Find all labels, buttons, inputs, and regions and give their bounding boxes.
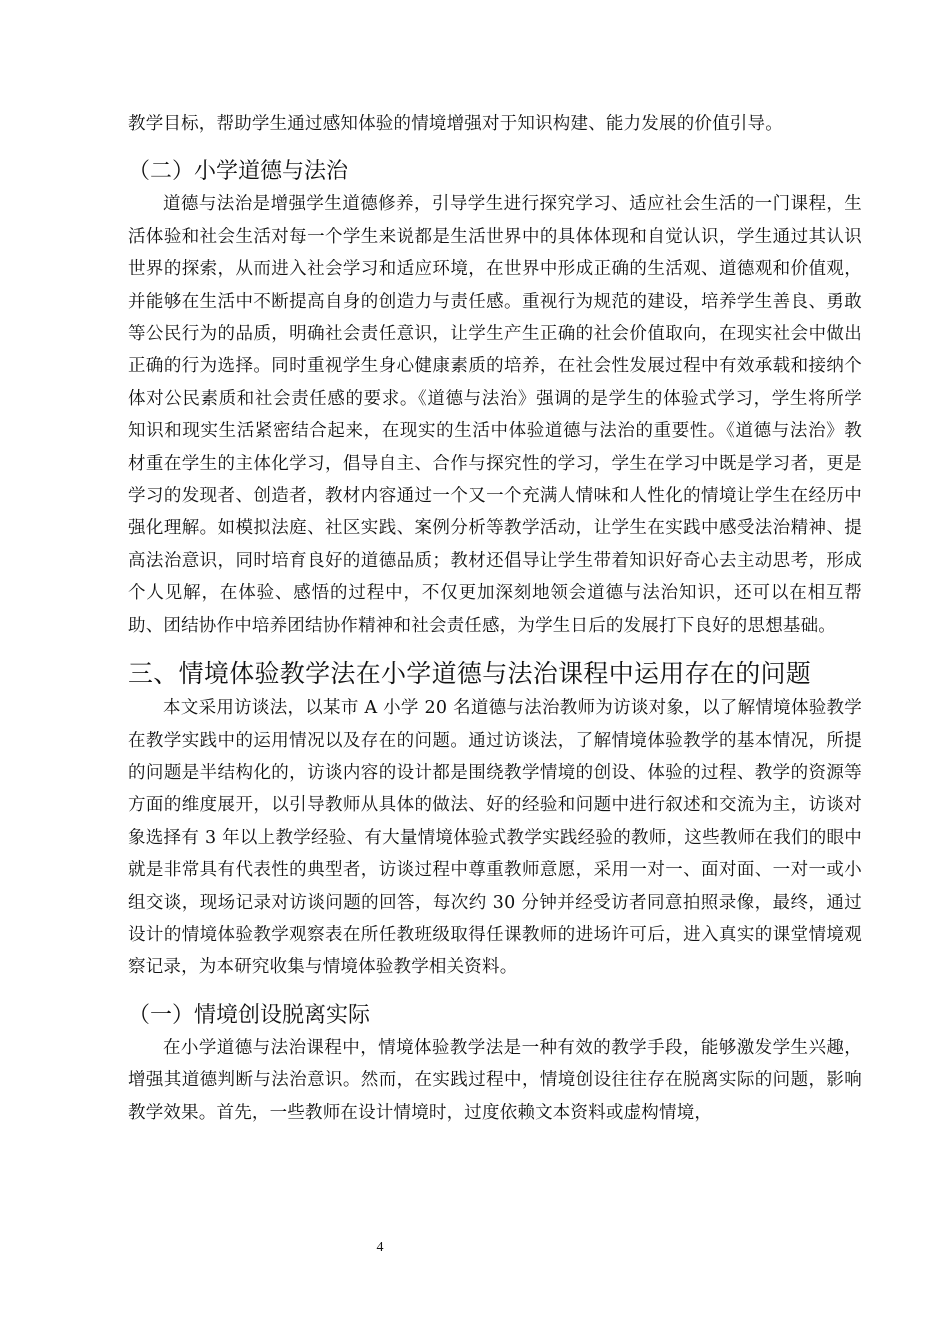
document-body xyxy=(128,108,862,1129)
paragraph-intro-tail: 教学目标，帮助学生通过感知体验的情境增强对于知识构建、能力发展的价值引导。 xyxy=(128,114,783,134)
page-number: 4 xyxy=(376,1240,384,1255)
paragraph-interview-method: 本文采用访谈法，以某市 A 小学 20 名道德与法治教师为访谈对象，以了解情境体验教学在教学实践中的运用情况以及存在的问题。通过访谈法，了解情境体验教学的基本情况，所提的问题是半结构化的，访谈内容的设计都是围绕教学情境的创设、体验的过程、教学的资源等方面的维度展开，以引导教师从具体的做法、好的经验和问题中进行叙述和交流为主，访谈对象选择有 3 年以上教学经验、有大量情境体验式教学实践经验的教师，这些教师在我们的眼中就是非常具有代表性的典型者，访谈过程中尊重教师意愿，采用一对一、面对面、一对一或小组交谈，现场记录对访谈问题的回答，每次约 30 分钟并经受访者同意拍照录像，最终，通过设计的情境体验教学观察表在所任教班级取得任课教师的进场许可后，进入真实的课堂情境观察记录，为本研究收集与情境体验教学相关资料。 xyxy=(128,698,862,978)
heading-situation-detached: （一）情境创设脱离实际 xyxy=(128,1002,371,1028)
heading-moral-law: （二）小学道德与法治 xyxy=(128,159,349,185)
paragraph-moral-law: 道德与法治是增强学生道德修养，引导学生进行探究学习、适应社会生活的一门课程，生活体验和社会生活对每一个学生来说都是生活世界中的具体体现和自觉认识，学生通过其认识世界的探索，从而进入社会学习和适应环境，在世界中形成正确的生活观、道德观和价值观，并能够在生活中不断提高自身的创造力与责任感。重视行为规范的建设，培养学生善良、勇敢等公民行为的品质，明确社会责任意识，让学生产生正确的社会价值取向，在现实社会中做出正确的行为选择。同时重视学生身心健康素质的培养，在社会性发展过程中有效承载和接纳个体对公民素质和社会责任感的要求。《道德与法治》强调的是学生的体验式学习，学生将所学知识和现实生活紧密结合起来，在现实的生活中体验道德与法治的重要性。《道德与法治》教材重在学生的主体化学习，倡导自主、合作与探究性的学习，学生在学习中既是学习者，更是学习的发现者、创造者，教材内容通过一个又一个充满人情味和人性化的情境让学生在经历中强化理解。如模拟法庭、社区实践、案例分析等教学活动，让学生在实践中感受法治精神、提高法治意识，同时培育良好的道德品质；教材还倡导让学生带着知识好奇心去主动思考，形成个人见解，在体验、感悟的过程中，不仅更加深刻地领会道德与法治知识，还可以在相互帮助、团结协作中培养团结协作精神和社会责任感，为学生日后的发展打下良好的思想基础。 xyxy=(128,194,862,636)
heading-section-three: 三、情境体验教学法在小学道德与法治课程中运用存在的问题 xyxy=(128,659,812,689)
paragraph-situation-detached: 在小学道德与法治课程中，情境体验教学法是一种有效的教学手段，能够激发学生兴趣，增强其道德判断与法治意识。然而，在实践过程中，情境创设往往存在脱离实际的问题，影响教学效果。首先，一些教师在设计情境时，过度依赖文本资料或虚构情境， xyxy=(128,1037,862,1123)
